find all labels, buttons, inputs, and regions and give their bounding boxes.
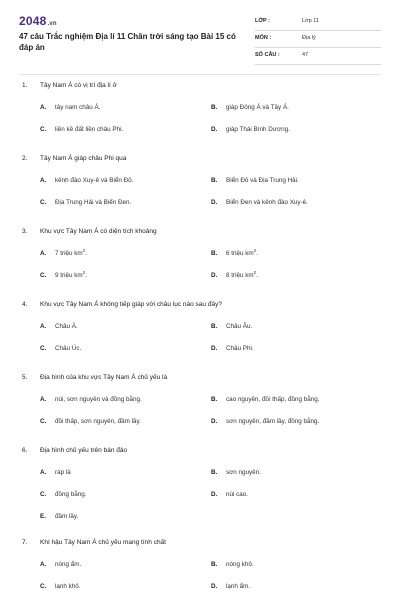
- answer-options: [19, 175, 381, 219]
- answer-option[interactable]: [40, 559, 81, 571]
- option-text: Châu Úc.: [55, 345, 82, 352]
- option-letter: C.: [40, 345, 47, 352]
- question-item: [19, 153, 381, 219]
- answer-option[interactable]: [211, 559, 254, 571]
- answer-option[interactable]: [40, 175, 133, 187]
- answer-option[interactable]: [211, 102, 289, 114]
- question-text: Tây Nam Á có vị trí địa lí ở: [40, 82, 117, 89]
- option-letter: C.: [40, 199, 47, 206]
- question-item: [19, 537, 381, 600]
- question-stem: [19, 80, 381, 92]
- answer-option[interactable]: [40, 394, 142, 406]
- answer-row: [19, 467, 381, 489]
- question-text: Khu vực Tây Nam Á không tiếp giáp với châu lục nào sau đây?: [40, 301, 222, 308]
- option-punctuation: .: [85, 250, 87, 257]
- answer-option[interactable]: [40, 511, 78, 523]
- question-number: 6.: [22, 447, 28, 454]
- question-number: 7.: [22, 539, 28, 546]
- option-letter: C.: [40, 491, 47, 498]
- answer-option[interactable]: [211, 489, 248, 501]
- option-text: núi cao.: [226, 491, 249, 498]
- option-letter: A.: [40, 396, 47, 403]
- answer-option[interactable]: [40, 102, 101, 114]
- answer-options: [19, 248, 381, 292]
- answer-option[interactable]: [40, 343, 81, 355]
- option-letter: A.: [40, 561, 47, 568]
- question-number: 3.: [22, 228, 28, 235]
- answer-option[interactable]: [40, 467, 71, 479]
- answer-row: [19, 394, 381, 416]
- option-letter: D.: [211, 126, 218, 133]
- question-stem: [19, 226, 381, 238]
- meta-label: MÔN :: [255, 35, 272, 41]
- option-text: tây nam châu Á.: [55, 104, 101, 111]
- answer-options: [19, 102, 381, 146]
- option-text: núi, sơn nguyên và đồng bằng.: [55, 396, 142, 403]
- option-text: lạnh khô.: [55, 583, 81, 590]
- answer-option[interactable]: [211, 197, 308, 209]
- option-text: cao nguyên, đồi thấp, đồng bằng.: [226, 396, 320, 403]
- question-item: [19, 299, 381, 365]
- answer-row: [19, 124, 381, 146]
- option-text: ráp là: [55, 469, 71, 476]
- option-letter: B.: [211, 250, 218, 257]
- question-number: 2.: [22, 155, 28, 162]
- option-text: giáp Thái Bình Dương.: [226, 126, 290, 133]
- option-text: Biển Đỏ và Địa Trung Hải.: [226, 177, 299, 184]
- question-item: [19, 372, 381, 438]
- answer-option[interactable]: [211, 394, 319, 406]
- meta-label: LỚP :: [255, 18, 270, 24]
- option-letter: C.: [40, 583, 47, 590]
- logo-domain-text: .vn: [47, 21, 57, 27]
- option-text: lạnh ẩm.: [226, 583, 251, 590]
- answer-option[interactable]: [40, 124, 123, 136]
- document-header: [19, 14, 381, 68]
- answer-options: [19, 467, 381, 533]
- option-text: Địa Trung Hải và Biển Đen.: [55, 199, 132, 206]
- answer-row: [19, 197, 381, 219]
- option-text: sơn nguyên.: [226, 469, 261, 476]
- option-text: liền kề đất liền châu Phi.: [55, 126, 124, 133]
- answer-option[interactable]: [211, 416, 319, 428]
- option-letter: C.: [40, 272, 47, 279]
- question-number: 4.: [22, 301, 28, 308]
- option-letter: B.: [211, 561, 218, 568]
- answer-option[interactable]: [211, 343, 254, 355]
- option-letter: A.: [40, 469, 47, 476]
- option-letter: D.: [211, 491, 218, 498]
- option-letter: A.: [40, 323, 47, 330]
- question-text: Địa hình của khu vực Tây Nam Á chủ yếu là: [40, 374, 168, 381]
- option-text: 6 triệu km: [226, 250, 254, 257]
- option-text: đầm lầy.: [55, 513, 79, 520]
- option-text: nóng khô.: [226, 561, 254, 568]
- option-letter: D.: [211, 418, 218, 425]
- answer-option[interactable]: [211, 124, 290, 136]
- option-superscript: 2: [253, 247, 257, 253]
- question-item: [19, 226, 381, 292]
- option-text: Châu Phi.: [226, 345, 254, 352]
- question-text: Địa hình chủ yếu trên bán đảo: [40, 447, 128, 454]
- option-letter: A.: [40, 250, 47, 257]
- option-letter: D.: [211, 583, 218, 590]
- meta-value: Lớp 11: [302, 18, 319, 24]
- option-letter: B.: [211, 104, 218, 111]
- header-divider: [19, 74, 381, 75]
- option-letter: C.: [40, 126, 47, 133]
- answer-option[interactable]: [211, 321, 252, 333]
- question-list: [19, 80, 381, 600]
- answer-row: [19, 102, 381, 124]
- option-text: giáp Đông Á và Tây Á.: [226, 104, 289, 111]
- option-punctuation: .: [85, 272, 87, 279]
- option-text: sơn nguyên, đầm lầy, đồng bằng.: [226, 418, 320, 425]
- meta-row-grade: [255, 14, 381, 31]
- answer-row: [19, 559, 381, 581]
- option-text: nóng ẩm.: [55, 561, 82, 568]
- option-text: Biển Đen và kênh đào Xuy-ê.: [226, 199, 308, 206]
- option-letter: D.: [211, 272, 218, 279]
- option-text: 8 triệu km: [226, 272, 254, 279]
- option-text: 7 triệu km: [55, 250, 83, 257]
- option-punctuation: .: [256, 250, 258, 257]
- answer-option[interactable]: [211, 248, 258, 260]
- question-stem: [19, 299, 381, 311]
- option-letter: B.: [211, 396, 218, 403]
- answer-row: [19, 321, 381, 343]
- answer-row: [19, 489, 381, 511]
- question-text: Khu vực Tây Nam Á có diện tích khoảng: [40, 228, 157, 235]
- question-number: 1.: [22, 82, 28, 89]
- metadata-panel: [255, 14, 381, 65]
- logo-main-text: 2048: [19, 14, 47, 28]
- answer-option[interactable]: [211, 270, 258, 282]
- question-stem: [19, 372, 381, 384]
- option-letter: B.: [211, 323, 218, 330]
- answer-row: [19, 511, 381, 533]
- option-letter: E.: [40, 513, 46, 520]
- answer-option[interactable]: [40, 581, 81, 593]
- option-letter: A.: [40, 104, 47, 111]
- option-text: đồng bằng.: [55, 491, 87, 498]
- answer-options: [19, 394, 381, 438]
- answer-row: [19, 343, 381, 365]
- option-letter: C.: [40, 418, 47, 425]
- meta-row-count: [255, 48, 381, 65]
- option-superscript: 2: [253, 269, 257, 275]
- option-punctuation: .: [256, 272, 258, 279]
- option-text: kênh đào Xuy-ê và Biển Đỏ.: [55, 177, 134, 184]
- answer-option[interactable]: [40, 197, 131, 209]
- answer-row: [19, 416, 381, 438]
- answer-row: [19, 248, 381, 270]
- option-letter: A.: [40, 177, 47, 184]
- question-item: [19, 80, 381, 146]
- answer-option[interactable]: [40, 489, 87, 501]
- meta-label: SỐ CÂU :: [255, 52, 280, 58]
- option-text: Châu Á.: [55, 323, 78, 330]
- answer-option[interactable]: [40, 270, 87, 282]
- question-text: Tây Nam Á giáp châu Phi qua: [40, 155, 127, 162]
- meta-row-subject: [255, 31, 381, 48]
- answer-option[interactable]: [40, 416, 141, 428]
- option-letter: D.: [211, 345, 218, 352]
- answer-options: [19, 559, 381, 600]
- answer-option[interactable]: [211, 581, 250, 593]
- answer-option[interactable]: [40, 248, 87, 260]
- answer-option[interactable]: [40, 321, 78, 333]
- site-logo[interactable]: [19, 14, 57, 28]
- question-stem: [19, 153, 381, 165]
- option-text: Châu Âu.: [226, 323, 253, 330]
- question-stem: [19, 537, 381, 549]
- question-number: 5.: [22, 374, 28, 381]
- option-text: 9 triệu km: [55, 272, 83, 279]
- question-item: [19, 445, 381, 533]
- question-text: Khí hậu Tây Nam Á chủ yếu mang tính chất: [40, 539, 166, 546]
- answer-row: [19, 175, 381, 197]
- document-title: 47 câu Trắc nghiệm Địa lí 11 Chân trời sáng tạo Bài 15 có đáp án: [19, 32, 236, 52]
- option-letter: B.: [211, 469, 218, 476]
- answer-row: [19, 581, 381, 600]
- option-text: đồi thấp, sơn nguyên, đầm lầy.: [55, 418, 141, 425]
- meta-value: Địa lý: [302, 35, 316, 41]
- option-superscript: 2: [82, 269, 86, 275]
- answer-option[interactable]: [211, 467, 261, 479]
- answer-option[interactable]: [211, 175, 299, 187]
- answer-options: [19, 321, 381, 365]
- question-stem: [19, 445, 381, 457]
- option-letter: D.: [211, 199, 218, 206]
- meta-value: 47: [302, 52, 309, 58]
- answer-row: [19, 270, 381, 292]
- option-letter: B.: [211, 177, 218, 184]
- option-superscript: 2: [82, 247, 86, 253]
